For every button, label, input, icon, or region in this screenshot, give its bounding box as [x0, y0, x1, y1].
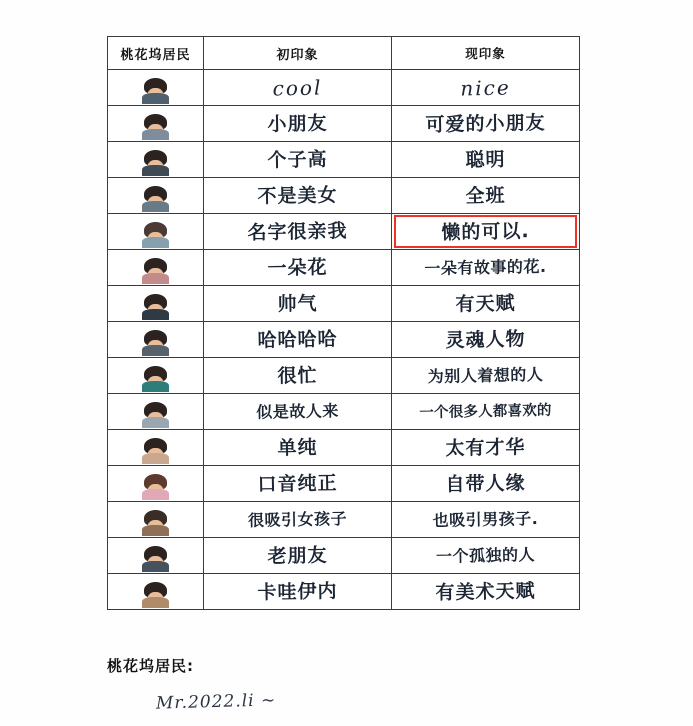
current-impression-text: 一个很多人都喜欢的 [419, 402, 552, 421]
table-row [108, 106, 580, 142]
resident-photo-cell [108, 178, 204, 214]
first-impression-text: 个子高 [267, 147, 328, 172]
first-impression-text: cool [272, 75, 323, 100]
resident-photo-cell [108, 214, 204, 250]
table-row [108, 358, 580, 394]
avatar [139, 179, 172, 212]
resident-photo-cell [108, 538, 204, 574]
first-impression-cell [204, 466, 392, 502]
first-impression-cell [204, 394, 392, 430]
first-impression-text: 似是故人来 [256, 400, 339, 422]
resident-photo-cell [108, 574, 204, 610]
table-row [108, 286, 580, 322]
current-impression-text: 为别人着想的人 [427, 364, 544, 386]
first-impression-text: 单纯 [277, 436, 318, 459]
table-body [108, 70, 580, 610]
first-impression-cell [204, 178, 392, 214]
current-impression-text: 有天赋 [455, 291, 516, 316]
current-impression-cell [392, 106, 580, 142]
table-row [108, 178, 580, 214]
first-impression-text: 不是美女 [257, 183, 338, 208]
avatar [139, 359, 172, 392]
current-impression-cell [392, 286, 580, 322]
current-impression-text: 聪明 [465, 148, 506, 171]
table-row [108, 250, 580, 286]
resident-photo-cell [108, 106, 204, 142]
current-impression-text: 可爱的小朋友 [425, 111, 546, 136]
current-impression-cell-highlighted [392, 214, 580, 250]
avatar [139, 467, 172, 500]
first-impression-cell [204, 106, 392, 142]
table-row [108, 430, 580, 466]
first-impression-text: 帅气 [277, 292, 318, 315]
table-row [108, 214, 580, 250]
column-header-current-impression: 现印象 [392, 37, 580, 70]
current-impression-cell [392, 538, 580, 574]
first-impression-cell [204, 574, 392, 610]
current-impression-text: 太有才华 [445, 435, 526, 460]
table-row [108, 502, 580, 538]
resident-photo-cell [108, 250, 204, 286]
first-impression-cell [204, 358, 392, 394]
avatar [139, 431, 172, 464]
table-row [108, 70, 580, 106]
first-impression-text: 小朋友 [267, 111, 328, 136]
current-impression-cell [392, 574, 580, 610]
current-impression-text: 灵魂人物 [445, 327, 526, 352]
table-row [108, 466, 580, 502]
avatar [139, 323, 172, 356]
first-impression-text: 口音纯正 [257, 471, 338, 496]
resident-photo-cell [108, 466, 204, 502]
current-impression-cell [392, 178, 580, 214]
resident-photo-cell [108, 394, 204, 430]
first-impression-cell [204, 322, 392, 358]
first-impression-cell [204, 430, 392, 466]
avatar [139, 71, 172, 104]
current-impression-cell [392, 70, 580, 106]
impressions-table [107, 36, 580, 610]
avatar [139, 251, 172, 284]
current-impression-text: nice [460, 75, 511, 100]
signature-text: Mr.2022.li ~ [155, 690, 277, 714]
first-impression-text: 很吸引女孩子 [247, 508, 348, 530]
first-impression-text: 一朵花 [267, 255, 328, 280]
avatar [139, 143, 172, 176]
first-impression-cell [204, 142, 392, 178]
first-impression-text: 卡哇伊内 [257, 579, 338, 604]
first-impression-text: 老朋友 [267, 543, 328, 568]
avatar [139, 107, 172, 140]
current-impression-text: 自带人缘 [445, 471, 526, 496]
column-header-resident: 桃花坞居民 [108, 37, 204, 70]
avatar [139, 287, 172, 320]
resident-photo-cell [108, 286, 204, 322]
resident-photo-cell [108, 502, 204, 538]
first-impression-cell [204, 70, 392, 106]
current-impression-text: 懒的可以. [441, 219, 530, 244]
current-impression-cell [392, 250, 580, 286]
resident-photo-cell [108, 70, 204, 106]
impressions-table-container [107, 36, 579, 610]
resident-photo-cell [108, 142, 204, 178]
current-impression-cell [392, 322, 580, 358]
resident-photo-cell [108, 430, 204, 466]
avatar [139, 575, 172, 608]
current-impression-cell [392, 466, 580, 502]
table-row [108, 142, 580, 178]
resident-photo-cell [108, 358, 204, 394]
table-header-row [108, 37, 580, 70]
first-impression-text: 很忙 [277, 364, 318, 387]
first-impression-text: 名字很亲我 [247, 219, 348, 244]
avatar [139, 539, 172, 572]
current-impression-cell [392, 142, 580, 178]
first-impression-cell [204, 538, 392, 574]
column-header-first-impression: 初印象 [204, 37, 392, 70]
table-row [108, 574, 580, 610]
first-impression-cell [204, 214, 392, 250]
current-impression-text: 全班 [465, 184, 506, 207]
current-impression-text: 也吸引男孩子. [432, 508, 539, 530]
current-impression-cell [392, 358, 580, 394]
first-impression-cell [204, 502, 392, 538]
resident-photo-cell [108, 322, 204, 358]
first-impression-cell [204, 250, 392, 286]
avatar [139, 215, 172, 248]
table-row [108, 538, 580, 574]
current-impression-text: 一朵有故事的花. [424, 256, 547, 278]
current-impression-cell [392, 394, 580, 430]
current-impression-cell [392, 502, 580, 538]
table-row [108, 322, 580, 358]
footer-label: 桃花坞居民: [107, 657, 194, 675]
table-row [108, 394, 580, 430]
current-impression-cell [392, 430, 580, 466]
current-impression-text: 有美术天赋 [435, 579, 536, 604]
current-impression-text: 一个孤独的人 [435, 544, 536, 566]
first-impression-text: 哈哈哈哈 [257, 327, 338, 352]
first-impression-cell [204, 286, 392, 322]
avatar [139, 503, 172, 536]
avatar [139, 395, 172, 428]
